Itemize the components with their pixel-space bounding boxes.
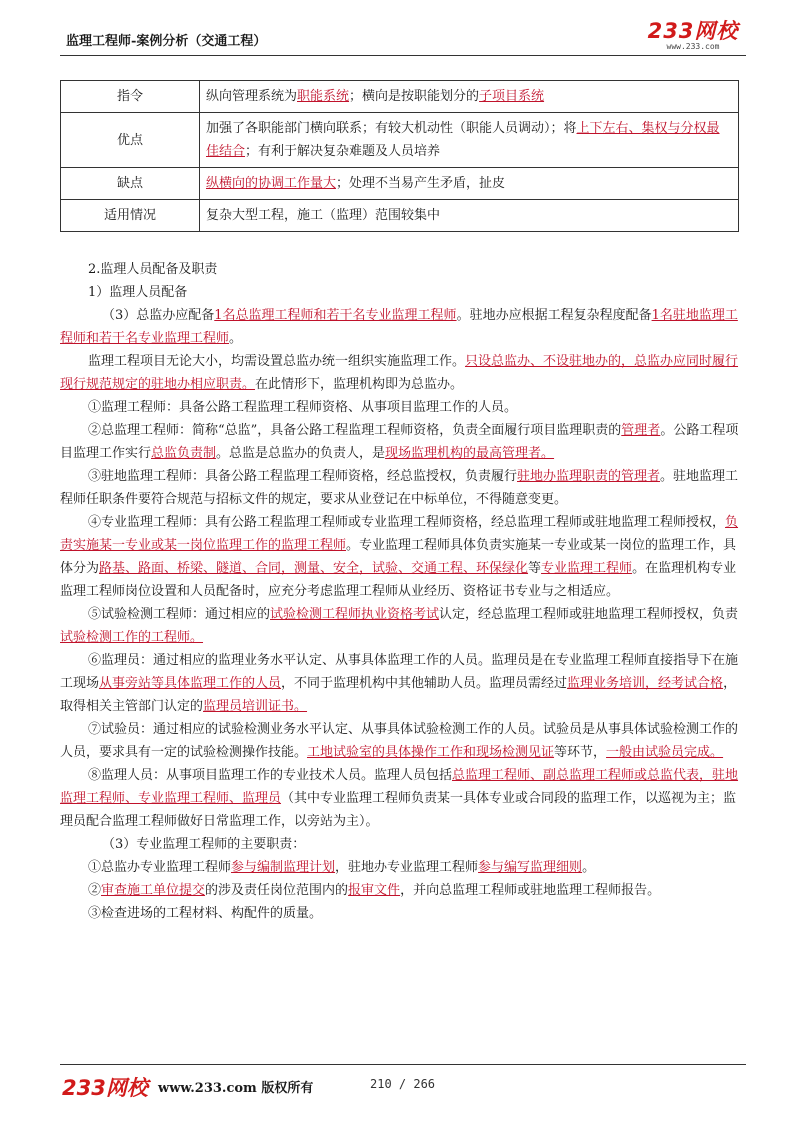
text-run: ①总监办专业监理工程师 [88, 860, 232, 875]
brand-logo-url: www.233.com [666, 42, 720, 51]
text-run: 。专业监理工程师具体负责实施某一专业或某一岗位的监理工作，具体分为 [60, 538, 737, 576]
text-run: ⑤试验检测工程师：通过相应的 [88, 607, 271, 622]
highlighted-text: 上下左右、集权与分权最佳结合 [206, 121, 720, 159]
text-run: ，取得相关主管部门认定的 [60, 676, 737, 714]
text-run: （3）专业监理工程师的主要职责： [102, 837, 306, 852]
paragraph [60, 764, 740, 833]
highlighted-text: 报审文件 [348, 883, 401, 898]
paragraph [88, 281, 740, 304]
table-key-cell: 优点 [61, 113, 200, 168]
highlighted-text: 工地试验室的具体操作工作和现场检测见证 [307, 745, 555, 760]
text-run: ；处理不当易产生矛盾，扯皮 [336, 176, 506, 191]
text-run: 在此情形下，监理机构即为总监办。 [255, 377, 464, 392]
highlighted-text: 纵横向的协调工作量大 [206, 176, 337, 191]
highlighted-text: 审查施工单位提交 [101, 883, 206, 898]
paragraph [60, 879, 740, 902]
table-value-cell [200, 200, 739, 232]
paragraph [60, 304, 740, 350]
table-row [61, 168, 739, 200]
text-run: ；横向是按职能划分的 [349, 89, 480, 104]
text-run: 。 [582, 860, 596, 875]
text-run: ，并向总监理工程师或驻地监理工程师报告。 [400, 883, 661, 898]
table-value-cell [200, 168, 739, 200]
text-run: 。总监是总监办的负责人，是 [216, 446, 386, 461]
table-key-cell: 缺点 [61, 168, 200, 200]
paragraph [60, 649, 740, 718]
text-run: ；有利于解决复杂难题及人员培养 [245, 144, 441, 159]
text-run: 。驻地监理工程师任职条件要符合规范与招标文件的规定，要求从业登记在中标单位，不得随意变更。 [60, 469, 739, 507]
paragraph [60, 465, 740, 511]
text-run: 复杂大型工程，施工（监理）范围较集中 [206, 208, 441, 223]
paragraph [60, 419, 740, 465]
paragraph [60, 396, 740, 419]
highlighted-text: 总监负责制 [151, 446, 217, 461]
text-run: ④专业监理工程师：具有公路工程监理工程师或专业监理工程师资格，经总监理工程师或驻地监理工程师授权， [88, 515, 726, 530]
highlighted-text: 总监理工程师、副总监理工程师或总监代表，驻地监理工程师、专业监理工程师、监理员 [60, 768, 739, 806]
paragraph [60, 511, 740, 603]
text-run: ② [88, 883, 102, 898]
brand-logo-text: 233网校 [647, 19, 739, 43]
text-run: ①监理工程师：具备公路工程监理工程师资格、从事项目监理工作的人员。 [88, 400, 518, 415]
text-run: ⑥监理员：通过相应的监理业务水平认定、从事具体监理工作的人员。监理员是在专业监理工程师直接指导下在施工现场 [60, 653, 739, 691]
text-run: 2.监理人员配备及职责 [88, 262, 218, 277]
text-run: ⑦试验员：通过相应的试验检测业务水平认定、从事具体试验检测工作的人员。试验员是从事具体试验检测工作的人员，要求具有一定的试验检测操作技能。 [60, 722, 739, 760]
text-run: ⑧监理人员：从事项目监理工作的专业技术人员。监理人员包括 [88, 768, 453, 783]
text-run: 等环节， [554, 745, 607, 760]
text-run: 。驻地办应根据工程复杂程度配备 [456, 308, 652, 323]
highlighted-text: 现场监理机构的最高管理者。 [385, 446, 555, 461]
highlighted-text: 1名驻地监理工程师和若干名专业监理工程师 [60, 308, 738, 346]
text-run: 认定，经总监理工程师或驻地监理工程师授权，负责 [439, 607, 739, 622]
page-header-title: 监理工程师-案例分析（交通工程） [66, 34, 267, 49]
footer-copyright: www.233.com 版权所有 [158, 1081, 314, 1096]
text-run: 等 [528, 561, 542, 576]
highlighted-text: 试验检测工程师执业资格考试 [270, 607, 440, 622]
header-divider [60, 55, 746, 56]
org-structure-table [60, 80, 739, 232]
text-run: ，驻地办专业监理工程师 [335, 860, 479, 875]
text-run: 。 [229, 331, 243, 346]
highlighted-text: 管理者 [621, 423, 661, 438]
text-run: ③驻地监理工程师：具备公路工程监理工程师资格，经总监授权，负责履行 [88, 469, 518, 484]
highlighted-text: 参与编制监理计划 [231, 860, 336, 875]
text-run: ②总监理工程师：简称“总监”，具备公路工程监理工程师资格，负责全面履行项目监理职责的 [88, 423, 622, 438]
text-run: ③检查进场的工程材料、构配件的质量。 [88, 906, 323, 921]
text-run: 。公路工程项目监理工作实行 [60, 423, 739, 461]
text-run: 的涉及责任岗位范围内的 [205, 883, 349, 898]
highlighted-text: 监理员培训证书。 [203, 699, 308, 714]
highlighted-text: 只设总监办、不设驻地办的，总监办应同时履行现行规范规定的驻地办相应职责。 [60, 354, 739, 392]
document-body [60, 258, 740, 925]
table-value-cell [200, 81, 739, 113]
table-key-cell: 指令 [61, 81, 200, 113]
paragraph [60, 902, 740, 925]
text-run: 。在监理机构专业监理工程师岗位设置和人员配备时，应充分考虑监理工程师从业经历、资格证书专业与之相适应。 [60, 561, 737, 599]
brand-logo [628, 20, 758, 52]
text-run: （3）总监办应配备 [102, 308, 215, 323]
highlighted-text: 负责实施某一专业或某一岗位监理工作的监理工程师 [60, 515, 739, 553]
table-key-cell: 适用情况 [61, 200, 200, 232]
paragraph [60, 833, 740, 856]
highlighted-text: 子项目系统 [479, 89, 545, 104]
highlighted-text: 试验检测工作的工程师。 [60, 630, 204, 645]
highlighted-text: 一般由试验员完成。 [606, 745, 724, 760]
table-value-cell [200, 113, 739, 168]
paragraph [60, 856, 740, 879]
paragraph [88, 258, 740, 281]
table-row [61, 113, 739, 168]
highlighted-text: 从事旁站等具体监理工作的人员 [99, 676, 282, 691]
paragraph [60, 718, 740, 764]
highlighted-text: 专业监理工程师 [541, 561, 633, 576]
text-run: （其中专业监理工程师负责某一具体专业或合同段的监理工作，以巡视为主；监理员配合监理工程师做好日常监理工作，以旁站为主）。 [60, 791, 737, 829]
highlighted-text: 监理业务培训，经考试合格 [567, 676, 724, 691]
highlighted-text: 职能系统 [297, 89, 350, 104]
footer-divider [60, 1064, 746, 1065]
highlighted-text: 1名总监理工程师和若干名专业监理工程师 [214, 308, 457, 323]
text-run: 加强了各职能部门横向联系；有较大机动性（职能人员调动）；将 [206, 121, 577, 136]
paragraph [60, 603, 740, 649]
highlighted-text: 参与编写监理细则 [478, 860, 583, 875]
text-run: 纵向管理系统为 [206, 89, 298, 104]
text-run: 监理工程项目无论大小，均需设置总监办统一组织实施监理工作。 [88, 354, 466, 369]
highlighted-text: 路基、路面、桥梁、隧道、合同，测量、安全，试验、交通工程、环保绿化 [99, 561, 529, 576]
paragraph [60, 350, 740, 396]
table-row [61, 81, 739, 113]
footer-logo: 233网校 [62, 1076, 148, 1100]
highlighted-text: 驻地办监理职责的管理者 [517, 469, 661, 484]
text-run: 1）监理人员配备 [88, 285, 188, 300]
table-row [61, 200, 739, 232]
text-run: ，不同于监理机构中其他辅助人员。监理员需经过 [281, 676, 568, 691]
page-number: 210 / 266 [370, 1077, 436, 1091]
